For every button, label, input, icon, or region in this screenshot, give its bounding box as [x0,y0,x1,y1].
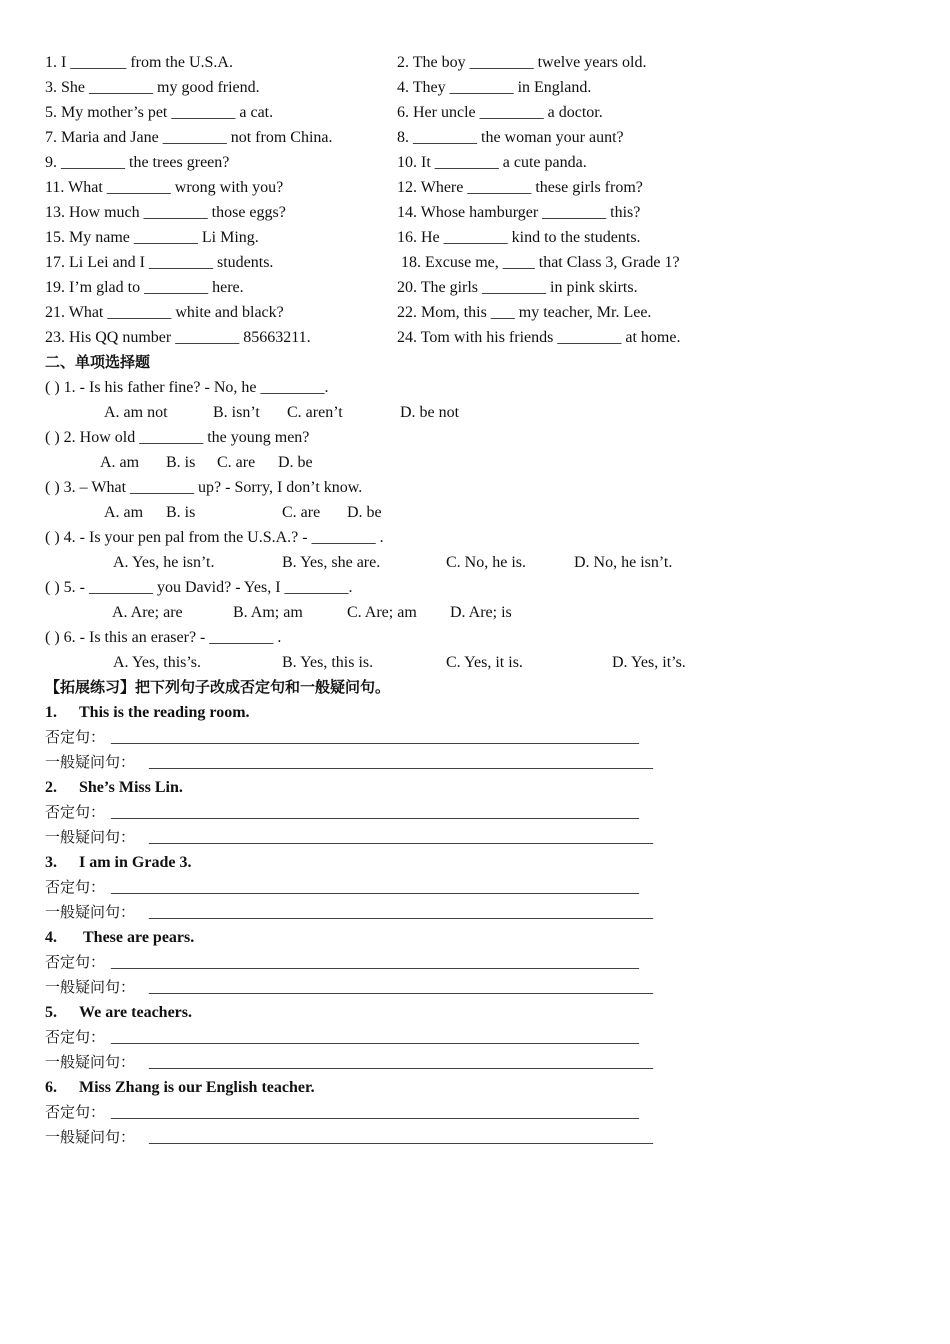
mc-question [45,525,905,575]
exercise [45,1000,905,1075]
question-answer [45,750,905,775]
question-answer-line[interactable]: _______________________________________________________________ [149,979,653,996]
fill-item: 2. The boy ________ twelve years old. [397,54,647,71]
negative-label: 否定句： [45,1103,106,1121]
mc-option[interactable]: B. is [166,504,196,521]
exercise-sentence: We are teachers. [79,1004,192,1021]
fill-item: 11. What ________ wrong with you? [45,179,284,196]
mc-stem: ( ) 6. - Is this an eraser? - ________ . [45,629,282,646]
fill-item: 8. ________ the woman your aunt? [397,129,624,146]
mc-options [45,450,905,475]
mc-option[interactable]: C. are [217,454,256,471]
mc-option[interactable]: D. Yes, it’s. [612,654,686,671]
mc-option[interactable]: C. Are; am [347,604,417,621]
mc-option[interactable]: C. No, he is. [446,554,526,571]
fill-row [45,175,905,200]
mc-option[interactable]: A. Yes, this’s. [113,654,202,671]
mc-option[interactable]: D. be not [400,404,460,421]
mc-option[interactable]: C. are [282,504,321,521]
exercise [45,925,905,1000]
mc-options [45,400,905,425]
fill-row [45,200,905,225]
question-answer-line[interactable]: _______________________________________________________________ [149,1129,653,1146]
exercise [45,850,905,925]
question-label: 一般疑问句： [45,753,136,771]
exercise-sentence: Miss Zhang is our English teacher. [79,1079,315,1096]
mc-options [45,650,905,675]
mc-stem: ( ) 5. - ________ you David? - Yes, I ________. [45,579,353,596]
exercise-title [45,1075,905,1100]
question-label: 一般疑问句： [45,903,136,921]
negative-answer [45,1100,905,1125]
negative-answer [45,725,905,750]
fill-item: 1. I _______ from the U.S.A. [45,54,233,71]
mc-options [45,500,905,525]
fill-item: 7. Maria and Jane ________ not from China. [45,129,333,146]
section-heading: 二、单项选择题 [45,353,151,371]
exercise [45,775,905,850]
mc-question [45,625,905,675]
question-answer-line[interactable]: _______________________________________________________________ [149,904,653,921]
exercise-title [45,775,905,800]
negative-answer [45,875,905,900]
fill-item: 19. I’m glad to ________ here. [45,279,244,296]
exercise-title [45,850,905,875]
negative-label: 否定句： [45,1028,106,1046]
question-label: 一般疑问句： [45,1053,136,1071]
negative-answer-line[interactable]: __________________________________________________________________ [111,804,639,821]
fill-item: 16. He ________ kind to the students. [397,229,641,246]
worksheet-page [45,50,905,1150]
exercise-number: 2. [45,779,57,796]
fill-blank-section [45,50,905,350]
question-label: 一般疑问句： [45,978,136,996]
mc-option[interactable]: B. Am; am [233,604,303,621]
question-answer [45,975,905,1000]
fill-item: 22. Mom, this ___ my teacher, Mr. Lee. [397,304,652,321]
fill-item: 4. They ________ in England. [397,79,592,96]
question-answer [45,1050,905,1075]
question-answer [45,1125,905,1150]
mc-option[interactable]: C. aren’t [287,404,343,421]
mc-question [45,425,905,475]
question-answer-line[interactable]: _______________________________________________________________ [149,1054,653,1071]
question-answer [45,825,905,850]
fill-row [45,325,905,350]
mc-option[interactable]: A. am [100,454,140,471]
exercise-sentence: She’s Miss Lin. [79,779,183,796]
negative-answer-line[interactable]: __________________________________________________________________ [111,1104,639,1121]
fill-item: 6. Her uncle ________ a doctor. [397,104,603,121]
exercise-number: 1. [45,704,57,721]
extension-heading: 【拓展练习】把下列句子改成否定句和一般疑问句。 [45,678,391,696]
mc-option[interactable]: A. am not [104,404,168,421]
exercise-number: 3. [45,854,57,871]
exercise-sentence: I am in Grade 3. [79,854,192,871]
fill-item: 17. Li Lei and I ________ students. [45,254,274,271]
mc-options [45,550,905,575]
fill-item: 18. Excuse me, ____ that Class 3, Grade 1? [401,254,680,271]
negative-answer [45,800,905,825]
fill-row [45,150,905,175]
question-label: 一般疑问句： [45,1128,136,1146]
fill-item: 23. His QQ number ________ 85663211. [45,329,311,346]
fill-row [45,250,905,275]
mc-options [45,600,905,625]
fill-item: 21. What ________ white and black? [45,304,284,321]
negative-answer-line[interactable]: __________________________________________________________________ [111,1029,639,1046]
exercise-number: 5. [45,1004,57,1021]
negative-label: 否定句： [45,878,106,896]
mc-stem: ( ) 3. – What ________ up? - Sorry, I don’t know. [45,479,363,496]
mc-option[interactable]: A. Are; are [112,604,183,621]
mc-stem: ( ) 2. How old ________ the young men? [45,429,310,446]
fill-row [45,225,905,250]
fill-row [45,100,905,125]
fill-item: 3. She ________ my good friend. [45,79,260,96]
exercise-sentence: These are pears. [83,929,195,946]
mc-option[interactable]: D. No, he isn’t. [574,554,673,571]
negative-label: 否定句： [45,728,106,746]
fill-row [45,75,905,100]
mc-option[interactable]: D. be [347,504,382,521]
exercise-number: 4. [45,929,57,946]
negative-answer-line[interactable]: __________________________________________________________________ [111,879,639,896]
mc-option[interactable]: B. Yes, she are. [282,554,381,571]
fill-item: 20. The girls ________ in pink skirts. [397,279,638,296]
fill-item: 13. How much ________ those eggs? [45,204,286,221]
fill-item: 12. Where ________ these girls from? [397,179,643,196]
question-answer-line[interactable]: _______________________________________________________________ [149,829,653,846]
exercise-title [45,1000,905,1025]
question-label: 一般疑问句： [45,828,136,846]
negative-label: 否定句： [45,803,106,821]
mc-option[interactable]: B. Yes, this is. [282,654,374,671]
fill-item: 24. Tom with his friends ________ at home. [397,329,681,346]
mc-question [45,475,905,525]
mc-option[interactable]: B. isn’t [213,404,260,421]
mc-option[interactable]: D. be [278,454,313,471]
exercise-sentence: This is the reading room. [79,704,250,721]
fill-row [45,300,905,325]
mc-question [45,575,905,625]
negative-answer-line[interactable]: __________________________________________________________________ [111,729,639,746]
negative-label: 否定句： [45,953,106,971]
exercise [45,1075,905,1150]
mc-stem: ( ) 1. - Is his father fine? - No, he ________. [45,379,329,396]
fill-item: 9. ________ the trees green? [45,154,230,171]
mc-option[interactable]: B. is [166,454,196,471]
negative-answer-line[interactable]: __________________________________________________________________ [111,954,639,971]
fill-row [45,125,905,150]
mc-option[interactable]: D. Are; is [450,604,512,621]
fill-item: 5. My mother’s pet ________ a cat. [45,104,274,121]
question-answer [45,900,905,925]
exercise-title [45,700,905,725]
fill-item: 15. My name ________ Li Ming. [45,229,259,246]
exercise [45,700,905,775]
fill-row [45,50,905,75]
fill-item: 10. It ________ a cute panda. [397,154,587,171]
mc-option[interactable]: A. Yes, he isn’t. [113,554,215,571]
mc-question [45,375,905,425]
negative-answer [45,1025,905,1050]
exercise-title [45,925,905,950]
mc-stem: ( ) 4. - Is your pen pal from the U.S.A.? - ________ . [45,529,384,546]
mc-option[interactable]: A. am [104,504,144,521]
fill-item: 14. Whose hamburger ________ this? [397,204,641,221]
exercise-number: 6. [45,1079,57,1096]
mc-option[interactable]: C. Yes, it is. [446,654,523,671]
negative-answer [45,950,905,975]
question-answer-line[interactable]: _______________________________________________________________ [149,754,653,771]
fill-row [45,275,905,300]
